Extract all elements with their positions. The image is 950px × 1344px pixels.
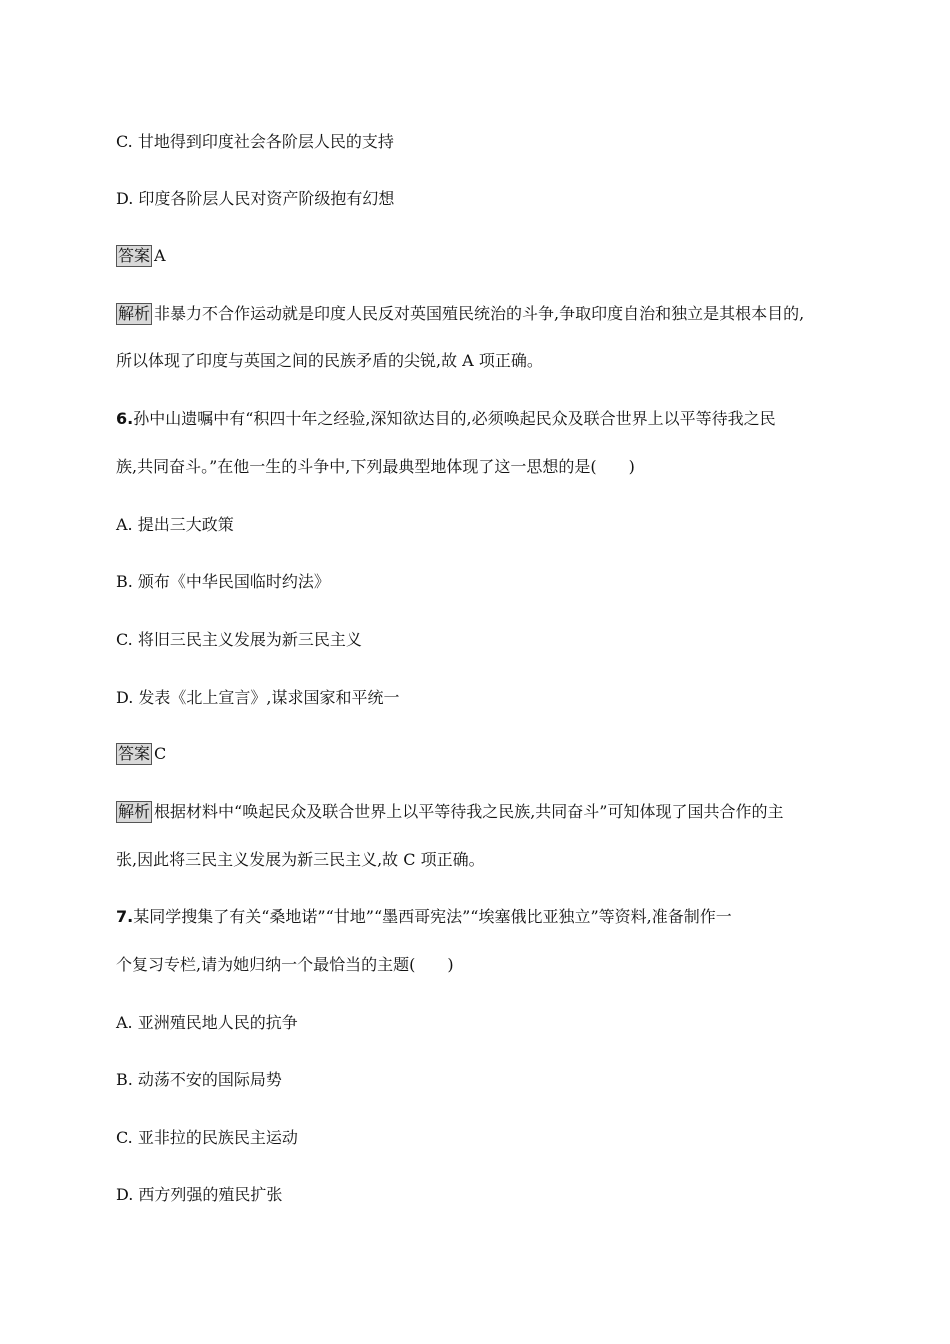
- q6-analysis-line-2: 张,因此将三民主义发展为新三民主义,故 C 项正确。: [116, 850, 485, 869]
- analysis-text: 非暴力不合作运动就是印度人民反对英国殖民统治的斗争,争取印度自治和独立是其根本目的,: [154, 304, 805, 323]
- q6-answer: [116, 743, 166, 765]
- q5-answer: [116, 245, 166, 267]
- q7-option-d: D. 西方列强的殖民扩张: [116, 1185, 283, 1204]
- q5-analysis-line-1: [116, 303, 804, 325]
- analysis-tag: 解析: [118, 304, 151, 323]
- q5-analysis-line-2: 所以体现了印度与英国之间的民族矛盾的尖锐,故 A 项正确。: [116, 351, 543, 370]
- q6-option-a: A. 提出三大政策: [116, 515, 234, 534]
- q6-option-b: B. 颁布《中华民国临时约法》: [116, 572, 330, 591]
- question-stem: 某同学搜集了有关“桑地诺”“甘地”“墨西哥宪法”“埃塞俄比亚独立”等资料,准备制作一: [133, 907, 732, 926]
- answer-value: A: [154, 246, 166, 265]
- q7-option-c: C. 亚非拉的民族民主运动: [116, 1128, 298, 1147]
- q6-stem-line-2: 族,共同奋斗。”在他一生的斗争中,下列最典型地体现了这一思想的是( ): [116, 457, 635, 476]
- question-stem: 孙中山遗嘱中有“积四十年之经验,深知欲达目的,必须唤起民众及联合世界上以平等待我之民: [133, 409, 776, 428]
- answer-tag: 答案: [118, 744, 151, 763]
- q7-option-a: A. 亚洲殖民地人民的抗争: [116, 1013, 298, 1032]
- q7-stem-line-2: 个复习专栏,请为她归纳一个最恰当的主题( ): [116, 955, 454, 974]
- answer-value: C: [154, 744, 167, 763]
- q6-option-d: D. 发表《北上宣言》,谋求国家和平统一: [116, 688, 400, 707]
- question-number: 7.: [116, 907, 134, 926]
- q7-option-b: B. 动荡不安的国际局势: [116, 1070, 282, 1089]
- question-number: 6.: [116, 409, 134, 428]
- q7-stem-line-1: [116, 906, 732, 928]
- analysis-text: 根据材料中“唤起民众及联合世界上以平等待我之民族,共同奋斗”可知体现了国共合作的主: [154, 802, 784, 821]
- q5-option-c: C. 甘地得到印度社会各阶层人民的支持: [116, 132, 394, 151]
- q6-option-c: C. 将旧三民主义发展为新三民主义: [116, 630, 362, 649]
- answer-tag: 答案: [118, 246, 151, 265]
- q5-option-d: D. 印度各阶层人民对资产阶级抱有幻想: [116, 189, 395, 208]
- q6-analysis-line-1: [116, 801, 783, 823]
- analysis-tag: 解析: [118, 802, 151, 821]
- q6-stem-line-1: [116, 408, 776, 430]
